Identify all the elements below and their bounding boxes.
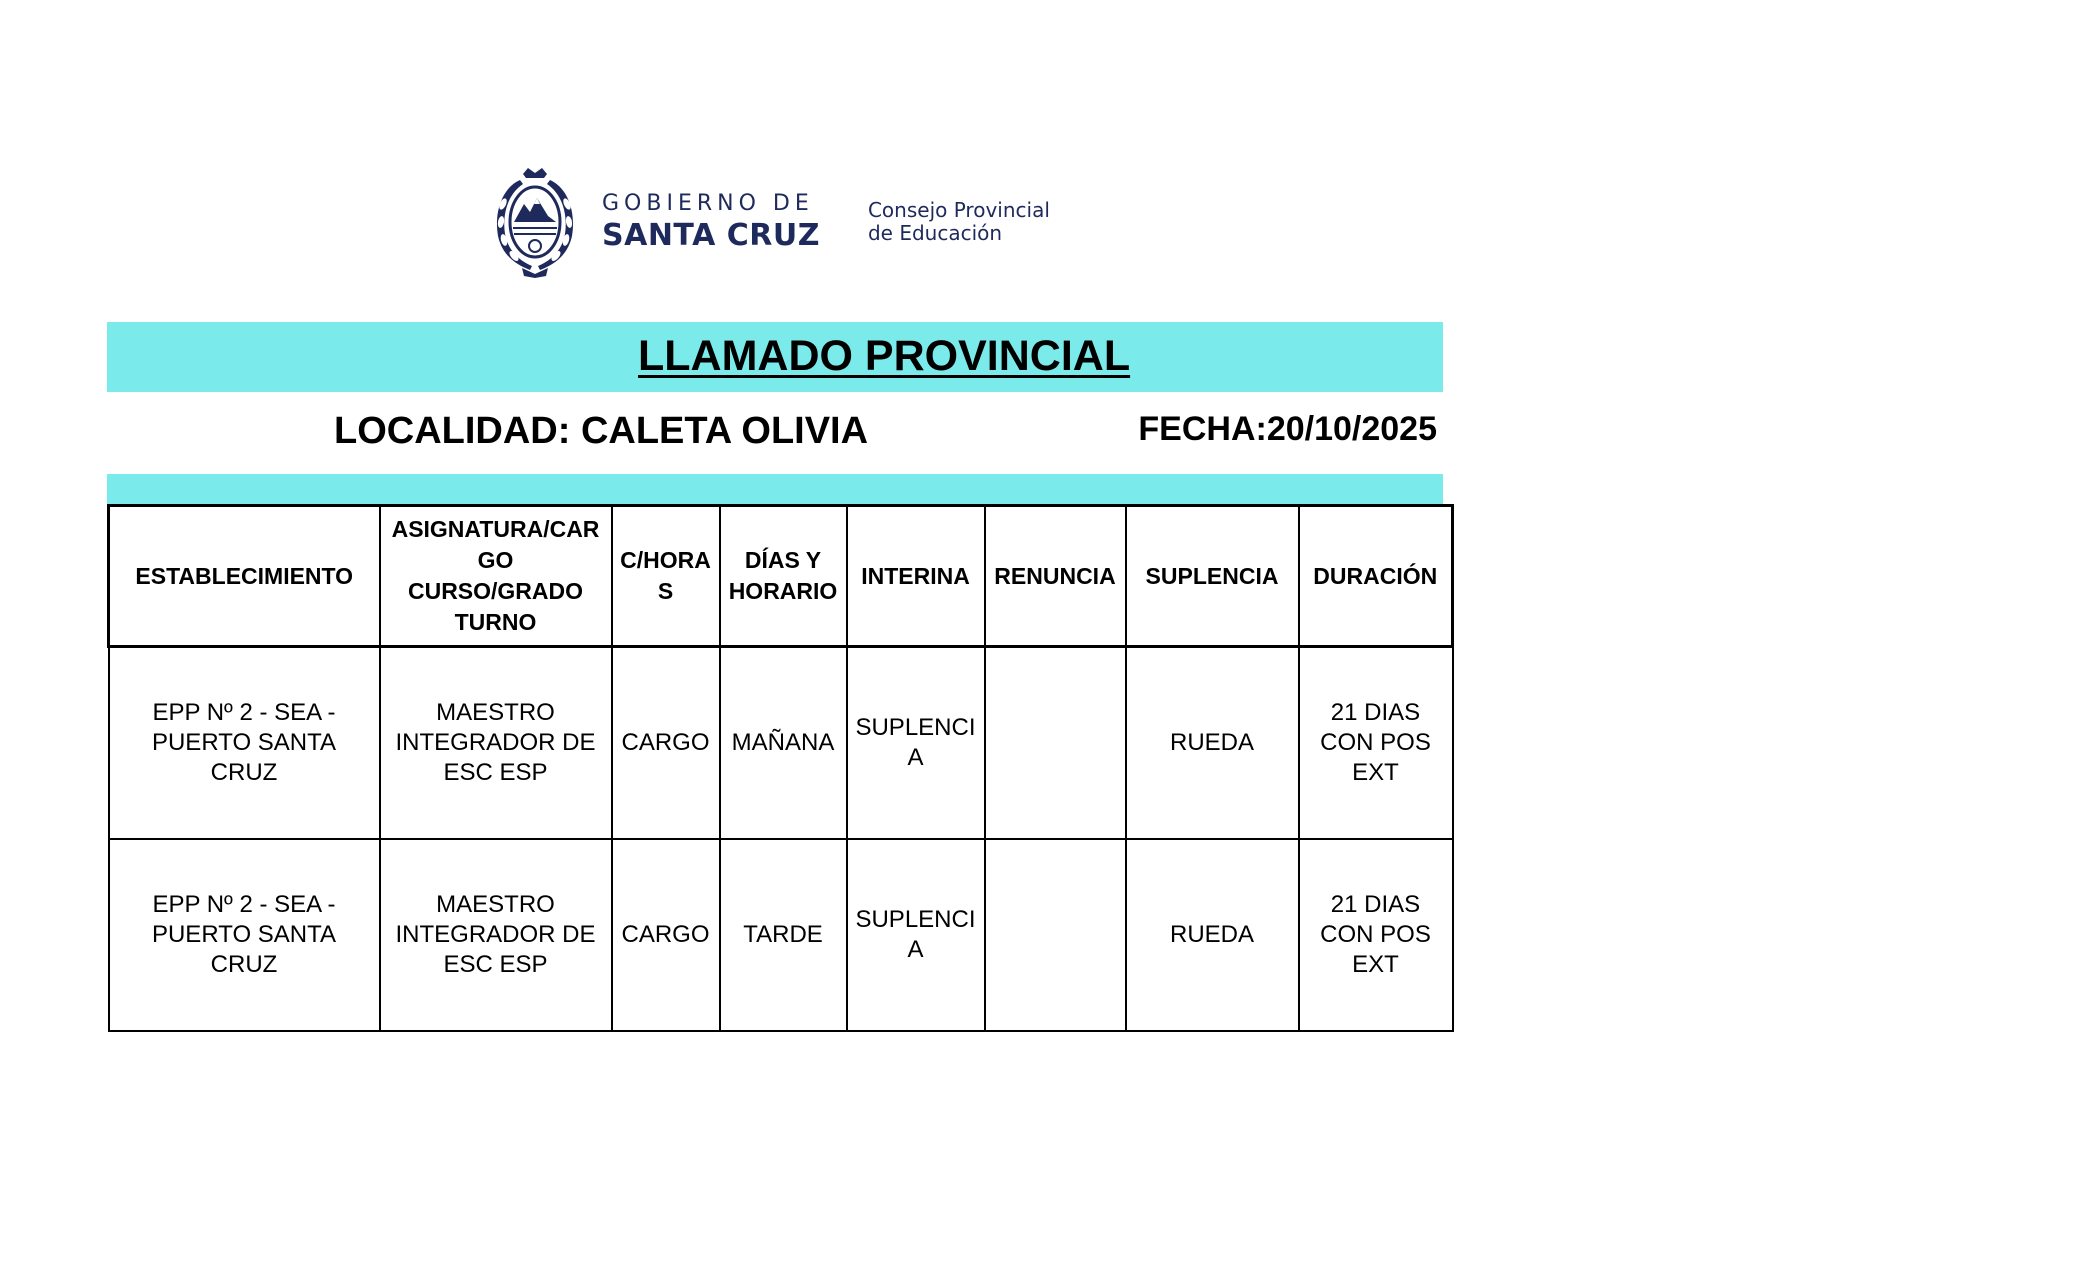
header-text: DURACIÓN <box>1313 562 1438 589</box>
cell-duracion <box>1299 647 1453 839</box>
cell-text: SUPLENCI <box>855 905 976 933</box>
cell-text: A <box>907 935 924 963</box>
title-band <box>107 322 1443 392</box>
cell-suplencia: RUEDA <box>1126 647 1299 839</box>
cell-text: PUERTO SANTA <box>151 728 337 756</box>
header-logo <box>490 164 1050 280</box>
cell-text: CON POS <box>1320 920 1431 948</box>
header-text: ASIGNATURA/CAR <box>391 516 600 542</box>
cell-text: EXT <box>1352 950 1399 978</box>
cell-text: CRUZ <box>210 950 278 978</box>
cell-duracion <box>1299 839 1453 1031</box>
cell-horas: CARGO <box>612 839 720 1031</box>
column-header-suplencia <box>1126 506 1299 647</box>
column-header-renuncia <box>985 506 1126 647</box>
cell-horario: TARDE <box>720 839 847 1031</box>
cell-interina <box>847 647 985 839</box>
cell-text: MAESTRO <box>436 698 555 726</box>
cell-text: SUPLENCI <box>855 713 976 741</box>
header-text: CURSO/GRADO <box>407 578 584 604</box>
council-line-2: de Educación <box>867 221 1003 245</box>
header-text: S <box>657 578 674 604</box>
cell-text: CRUZ <box>210 758 278 786</box>
cell-interina <box>847 839 985 1031</box>
cell-horario: MAÑANA <box>720 647 847 839</box>
cell-text: CON POS <box>1320 728 1431 756</box>
date-label: FECHA:20/10/2025 <box>1138 410 1437 448</box>
header-text: ESTABLECIMIENTO <box>135 562 354 589</box>
header-text: INTERINA <box>861 562 970 589</box>
santa-cruz-seal-icon <box>490 164 580 280</box>
cell-text: ESC ESP <box>443 950 548 978</box>
cell-establecimiento <box>109 647 380 839</box>
header-text: DÍAS Y <box>744 547 822 573</box>
government-line-2: SANTA CRUZ <box>602 218 820 253</box>
cell-text: EXT <box>1352 758 1399 786</box>
table-row <box>109 647 1453 839</box>
table-row <box>109 839 1453 1031</box>
cell-asignatura <box>380 839 612 1031</box>
separator-band <box>107 474 1443 504</box>
cell-horas: CARGO <box>612 647 720 839</box>
page-title: LLAMADO PROVINCIAL <box>638 332 1131 380</box>
column-header-horario <box>720 506 847 647</box>
cell-establecimiento <box>109 839 380 1031</box>
column-header-duracion <box>1299 506 1453 647</box>
government-line-1: GOBIERNO DE <box>602 191 814 216</box>
column-header-asignatura <box>380 506 612 647</box>
locality-label: LOCALIDAD: CALETA OLIVIA <box>334 410 869 452</box>
cell-text: PUERTO SANTA <box>151 920 337 948</box>
government-name <box>602 193 820 251</box>
cell-text: EPP Nº 2 - SEA - <box>152 890 336 918</box>
header-text: GO <box>477 547 514 573</box>
cell-renuncia <box>985 647 1126 839</box>
header-text: TURNO <box>454 609 537 635</box>
cell-text: A <box>907 743 924 771</box>
cell-asignatura <box>380 647 612 839</box>
column-header-establecimiento <box>109 506 380 647</box>
header-text: C/HORA <box>620 547 711 573</box>
column-header-horas <box>612 506 720 647</box>
cell-text: 21 DIAS <box>1330 890 1421 918</box>
cell-text: EPP Nº 2 - SEA - <box>152 698 336 726</box>
cell-text: INTEGRADOR DE <box>395 920 596 948</box>
council-name <box>868 199 1050 245</box>
table-header-row <box>109 506 1453 647</box>
cell-text: ESC ESP <box>443 758 548 786</box>
header-text: RENUNCIA <box>994 562 1116 589</box>
cell-text: MAESTRO <box>436 890 555 918</box>
positions-table <box>107 504 1454 1032</box>
cell-suplencia: RUEDA <box>1126 839 1299 1031</box>
cell-text: INTEGRADOR DE <box>395 728 596 756</box>
header-text: HORARIO <box>728 578 838 604</box>
cell-text: 21 DIAS <box>1330 698 1421 726</box>
cell-renuncia <box>985 839 1126 1031</box>
column-header-interina <box>847 506 985 647</box>
council-line-1: Consejo Provincial <box>867 198 1050 222</box>
header-text: SUPLENCIA <box>1145 562 1279 589</box>
